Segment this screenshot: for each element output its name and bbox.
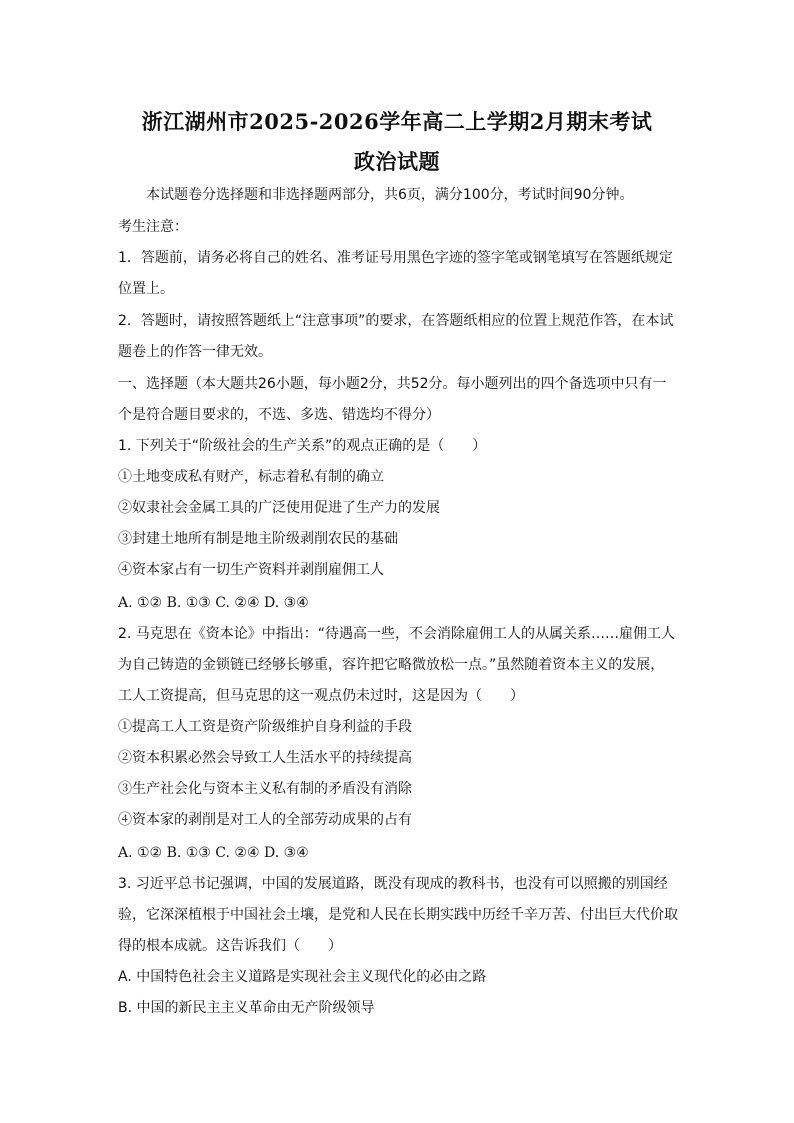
question-2-stem-line-2: 为自己铸造的金锁链已经够长够重，容许把它略微放松一点。”虽然随着资本主义的发展， <box>118 657 665 673</box>
question-1-stem: 1. 下列关于“阶级社会的生产关系”的观点正确的是（ ） <box>118 438 487 454</box>
question-2-stem-line-3: 工人工资提高，但马克思的这一观点仍未过时，这是因为（ ） <box>118 688 524 704</box>
exam-title: 浙江湖州市2025-2026学年高二上学期2月期末考试 <box>141 109 653 134</box>
question-3-stem-line-2: 验，它深深植根于中国社会土壤，是党和人民在长期实践中历经千辛万苦、付出巨大代价取 <box>118 907 678 923</box>
notice-2-line-1: 2．答题时，请按照答题纸上“注意事项”的要求，在答题纸相应的位置上规范作答，在本试 <box>118 313 674 329</box>
question-1-option-1: ①土地变成私有财产，标志着私有制的确立 <box>118 469 384 485</box>
notice-2-line-2: 题卷上的作答一律无效。 <box>118 344 272 360</box>
notice-heading: 考生注意： <box>118 219 188 235</box>
question-2-answers: A. ①② B. ①③ C. ②④ D. ③④ <box>118 845 309 861</box>
section-heading-line-2: 个是符合题目要求的，不选、多选、错选均不得分） <box>118 407 440 423</box>
question-2-option-2: ②资本积累必然会导致工人生活水平的持续提高 <box>118 750 412 766</box>
question-3-option-a: A. 中国特色社会主义道路是实现社会主义现代化的必由之路 <box>118 969 487 985</box>
question-3-stem-line-1: 3. 习近平总书记强调，中国的发展道路，既没有现成的教科书，也没有可以照搬的别国经 <box>118 876 668 892</box>
question-1-option-3: ③封建土地所有制是地主阶级剥削农民的基础 <box>118 531 398 547</box>
exam-subtitle: 政治试题 <box>354 149 440 174</box>
question-1-option-4: ④资本家占有一切生产资料并剥削雇佣工人 <box>118 562 384 578</box>
intro-text: 本试题卷分选择题和非选择题两部分，共6页，满分100分，考试时间90分钟。 <box>146 187 634 203</box>
question-1-option-2: ②奴隶社会金属工具的广泛使用促进了生产力的发展 <box>118 500 440 516</box>
question-2-option-4: ④资本家的剥削是对工人的全部劳动成果的占有 <box>118 812 412 828</box>
notice-1-line-2: 位置上。 <box>118 281 174 297</box>
notice-1-line-1: 1．答题前，请务必将自己的姓名、准考证号用黑色字迹的签字笔或钢笔填写在答题纸规定 <box>118 250 673 266</box>
question-3-option-b: B. 中国的新民主主义革命由无产阶级领导 <box>118 1000 375 1016</box>
question-2-option-3: ③生产社会化与资本主义私有制的矛盾没有消除 <box>118 781 412 797</box>
question-2-option-1: ①提高工人工资是资产阶级维护自身利益的手段 <box>118 719 412 735</box>
question-3-stem-line-3: 得的根本成就。这告诉我们（ ） <box>118 938 342 954</box>
question-2-stem-line-1: 2. 马克思在《资本论》中指出：“待遇高一些，不会消除雇佣工人的从属关系……雇佣工人 <box>118 626 676 642</box>
question-1-answers: A. ①② B. ①③ C. ②④ D. ③④ <box>118 595 309 611</box>
section-heading-line-1: 一、选择题（本大题共26小题，每小题2分，共52分。每小题列出的四个备选项中只有一 <box>118 376 667 392</box>
